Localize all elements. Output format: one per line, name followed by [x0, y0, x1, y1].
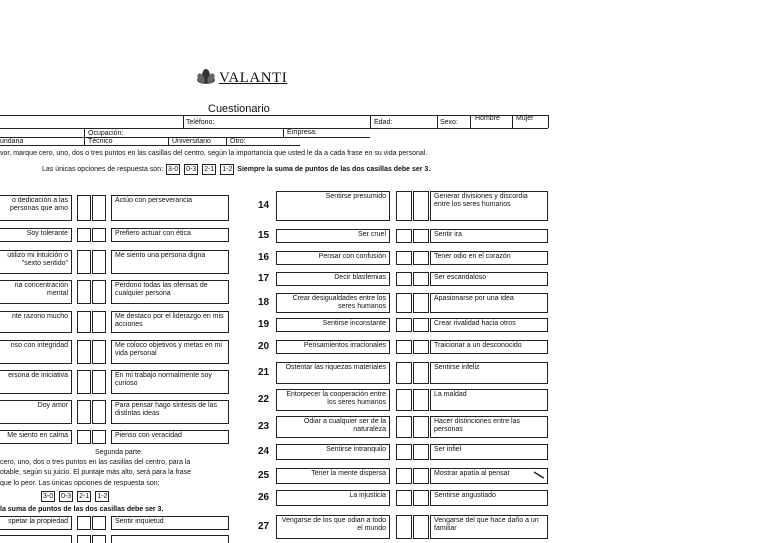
- segunda-line1: cero, uno, dos o tres puntos en las casillas del centro, para la: [0, 459, 191, 466]
- instructions-sum-rule: Siempre la suma de puntos de las dos casillas debe ser 3.: [237, 166, 431, 173]
- left-item-answer-a[interactable]: [77, 430, 91, 444]
- valanti-logo: [196, 68, 287, 88]
- left-item-right-phrase: Actúo con perseverancia: [111, 195, 229, 221]
- lotus-logo-icon: [196, 68, 216, 88]
- right-item-answer-a[interactable]: [396, 416, 412, 438]
- pen-mark-icon: [532, 470, 546, 480]
- segunda-row2-answer-b[interactable]: [92, 535, 106, 543]
- segunda-option-1-2: 1-2: [97, 493, 108, 500]
- right-item-answer-a[interactable]: [396, 318, 412, 332]
- item-number: 19: [258, 319, 270, 330]
- left-item-answer-a[interactable]: [77, 228, 91, 242]
- left-item-answer-a[interactable]: [77, 370, 91, 394]
- right-item-answer-a[interactable]: [396, 468, 412, 484]
- instructions-pre: Las únicas opciones de respuesta son:: [42, 166, 164, 173]
- right-item-answer-a[interactable]: [396, 490, 412, 506]
- option-0-3: 0-3: [186, 166, 197, 173]
- left-item-answer-b[interactable]: [92, 340, 106, 364]
- left-item-right-phrase: Me destaco por el liderazgo en mis acciones: [111, 311, 229, 333]
- instructions-line1: vor, marque cero, uno, dos o tres puntos en las casillas del centro, según la importancia que usted le da a cada frase en su vida personal.: [0, 150, 428, 157]
- segunda-line2: otable, según su juicio. El puntaje más alto, será para la frase: [0, 469, 192, 476]
- item-number: 27: [258, 521, 270, 532]
- option-1-2: 1-2: [222, 166, 233, 173]
- right-item-answer-a[interactable]: [396, 444, 412, 460]
- item-number: 18: [258, 297, 270, 308]
- left-item-right-phrase: Para pensar hago síntesis de las distintas ideas: [111, 400, 229, 424]
- segunda-row2-left: [0, 535, 72, 543]
- edad-label: Edad:: [374, 119, 393, 126]
- left-item-left-phrase: nte razono mucho: [0, 311, 72, 333]
- segunda-line3: que lo peor. Las únicas opciones de respuesta son:: [0, 480, 160, 487]
- left-item-right-phrase: Prefiero actuar con ética: [111, 228, 229, 242]
- segunda-row-left: spetar la propiedad: [0, 516, 72, 530]
- right-item-answer-a[interactable]: [396, 362, 412, 384]
- left-item-left-phrase: na concentración mental: [0, 280, 72, 304]
- right-item-answer-b[interactable]: [413, 272, 429, 286]
- left-item-left-phrase: Doy amor: [0, 400, 72, 424]
- left-item-answer-b[interactable]: [92, 311, 106, 333]
- left-item-answer-b[interactable]: [92, 228, 106, 242]
- right-item-answer-b[interactable]: [413, 318, 429, 332]
- right-item-right-phrase: Generar divisiones y discordia entre los seres humanos: [430, 191, 548, 221]
- left-item-answer-b[interactable]: [92, 370, 106, 394]
- right-item-right-phrase: Ser infiel: [430, 444, 548, 460]
- mujer-option[interactable]: Mujer: [516, 115, 534, 122]
- left-item-left-phrase: o dedicación a las personas que amo: [0, 195, 72, 221]
- sexo-label: Sexo:: [440, 119, 458, 126]
- right-item-answer-a[interactable]: [396, 340, 412, 354]
- left-item-right-phrase: Me coloco objetivos y metas en mi vida personal: [111, 340, 229, 364]
- right-item-left-phrase: Odiar a cualquier ser de la naturaleza: [276, 416, 390, 438]
- left-item-answer-a[interactable]: [77, 340, 91, 364]
- right-item-answer-b[interactable]: [413, 362, 429, 384]
- left-item-left-phrase: Me siento en calma: [0, 430, 72, 444]
- left-item-left-phrase: ersona de iniciativa: [0, 370, 72, 394]
- item-number: 15: [258, 230, 270, 241]
- right-item-answer-b[interactable]: [413, 490, 429, 506]
- right-item-right-phrase: Crear rivalidad hacia otros: [430, 318, 548, 332]
- item-number: 20: [258, 341, 270, 352]
- left-item-answer-b[interactable]: [92, 195, 106, 221]
- item-number: 22: [258, 394, 270, 405]
- segunda-option-0-3: 0-3: [61, 493, 72, 500]
- segunda-line4: la suma de puntos de las dos casillas debe ser 3.: [0, 506, 164, 513]
- right-item-right-phrase: Vengarse del que hace daño a un familiar: [430, 515, 548, 539]
- right-item-answer-b[interactable]: [413, 293, 429, 313]
- right-item-left-phrase: Sentirse presumido: [276, 191, 390, 221]
- right-item-right-phrase: Mostrar apatía al pensar: [430, 468, 548, 484]
- right-item-left-phrase: Decir blasfemias: [276, 272, 390, 286]
- right-item-left-phrase: Crear desigualdades entre los seres humanos: [276, 293, 390, 313]
- left-item-answer-b[interactable]: [92, 280, 106, 304]
- telefono-label: Teléfono:: [186, 119, 215, 126]
- page-title: Cuestionario: [208, 103, 270, 115]
- left-item-right-phrase: Perdono todas las ofensas de cualquier persona: [111, 280, 229, 304]
- left-item-answer-a[interactable]: [77, 400, 91, 424]
- right-item-answer-b[interactable]: [413, 515, 429, 539]
- segunda-answer-a[interactable]: [77, 516, 91, 530]
- segunda-options: [40, 491, 110, 502]
- ocupacion-label: Ocupación:: [88, 130, 124, 137]
- item-number: 16: [258, 252, 270, 263]
- right-item-right-phrase: La maldad: [430, 389, 548, 411]
- segunda-title: Segunda parte: [95, 449, 141, 456]
- empresa-label: Empresa:: [287, 129, 317, 136]
- right-item-answer-a[interactable]: [396, 251, 412, 265]
- right-item-answer-a[interactable]: [396, 293, 412, 313]
- right-item-answer-b[interactable]: [413, 444, 429, 460]
- right-item-right-phrase: Sentirse infeliz: [430, 362, 548, 384]
- secundaria-option[interactable]: undaria: [0, 138, 24, 145]
- right-item-left-phrase: Pensamientos irracionales: [276, 340, 390, 354]
- right-item-right-phrase: Sentirse angustiado: [430, 490, 548, 506]
- right-item-left-phrase: Sentirse intranquilo: [276, 444, 390, 460]
- option-3-0: 3-0: [167, 166, 179, 173]
- right-item-answer-b[interactable]: [413, 389, 429, 411]
- right-item-left-phrase: Ser cruel: [276, 229, 390, 243]
- item-number: 24: [258, 446, 270, 457]
- right-item-right-phrase: Apasionarse por una idea: [430, 293, 548, 313]
- right-item-answer-b[interactable]: [413, 468, 429, 484]
- right-item-answer-a[interactable]: [396, 272, 412, 286]
- right-item-right-phrase: Ser escandaloso: [430, 272, 548, 286]
- segunda-row2-right: [111, 535, 229, 543]
- segunda-answer-b[interactable]: [92, 516, 106, 530]
- right-item-left-phrase: La injusticia: [276, 490, 390, 506]
- right-item-answer-b[interactable]: [413, 340, 429, 354]
- segunda-option-3-0: 3-0: [43, 493, 54, 500]
- segunda-option-2-1: 2-1: [79, 493, 90, 500]
- left-item-right-phrase: Me siento una persona digna: [111, 250, 229, 274]
- left-item-answer-b[interactable]: [92, 250, 106, 274]
- right-item-left-phrase: Ostentar las riquezas materiales: [276, 362, 390, 384]
- left-item-left-phrase: nso con integridad: [0, 340, 72, 364]
- segunda-row2-answer-a[interactable]: [77, 535, 91, 543]
- left-item-answer-a[interactable]: [77, 195, 91, 221]
- item-number: 17: [258, 273, 270, 284]
- left-item-left-phrase: utilizo mi intuición o "sexto sentido": [0, 250, 72, 274]
- segunda-row-right: Sentir inquietud: [111, 516, 229, 530]
- right-item-answer-b[interactable]: [413, 416, 429, 438]
- hombre-option[interactable]: Hombre: [475, 115, 500, 122]
- left-item-left-phrase: Soy tolerante: [0, 228, 72, 242]
- right-item-answer-a[interactable]: [396, 191, 412, 221]
- tecnico-option[interactable]: Técnico: [88, 138, 113, 145]
- right-item-left-phrase: Tener la mente dispersa: [276, 468, 390, 484]
- right-item-left-phrase: Entorpecer la cooperación entre los seres humanos: [276, 389, 390, 411]
- right-item-answer-a[interactable]: [396, 229, 412, 243]
- right-item-answer-b[interactable]: [413, 191, 429, 221]
- option-2-1: 2-1: [204, 166, 215, 173]
- item-number: 25: [258, 470, 270, 481]
- right-item-left-phrase: Vengarse de los que odian a todo el mundo: [276, 515, 390, 539]
- left-item-answer-a[interactable]: [77, 250, 91, 274]
- right-item-right-phrase: Sentir ira: [430, 229, 548, 243]
- left-item-answer-b[interactable]: [92, 430, 106, 444]
- right-item-answer-a[interactable]: [396, 389, 412, 411]
- left-item-answer-a[interactable]: [77, 311, 91, 333]
- right-item-right-phrase: Hacer distinciones entre las personas: [430, 416, 548, 438]
- logo-text: VALANTI: [219, 69, 288, 86]
- right-item-right-phrase: Tener odio en el corazón: [430, 251, 548, 265]
- left-item-right-phrase: En mi trabajo normalmente soy curioso: [111, 370, 229, 394]
- item-number: 23: [258, 421, 270, 432]
- otro-label: Otro:: [230, 138, 246, 145]
- right-item-right-phrase: Traicionar a un desconocido: [430, 340, 548, 354]
- right-item-left-phrase: Pensar con confusión: [276, 251, 390, 265]
- instructions-line2: [42, 164, 430, 175]
- right-item-answer-a[interactable]: [396, 515, 412, 539]
- item-number: 26: [258, 492, 270, 503]
- left-item-answer-a[interactable]: [77, 280, 91, 304]
- right-item-left-phrase: Sentirse inconstante: [276, 318, 390, 332]
- left-item-answer-b[interactable]: [92, 400, 106, 424]
- item-number: 14: [258, 200, 270, 211]
- item-number: 21: [258, 367, 270, 378]
- right-item-answer-b[interactable]: [413, 229, 429, 243]
- left-item-right-phrase: Pienso con veracidad: [111, 430, 229, 444]
- universitario-option[interactable]: Universitario: [172, 138, 211, 145]
- right-item-answer-b[interactable]: [413, 251, 429, 265]
